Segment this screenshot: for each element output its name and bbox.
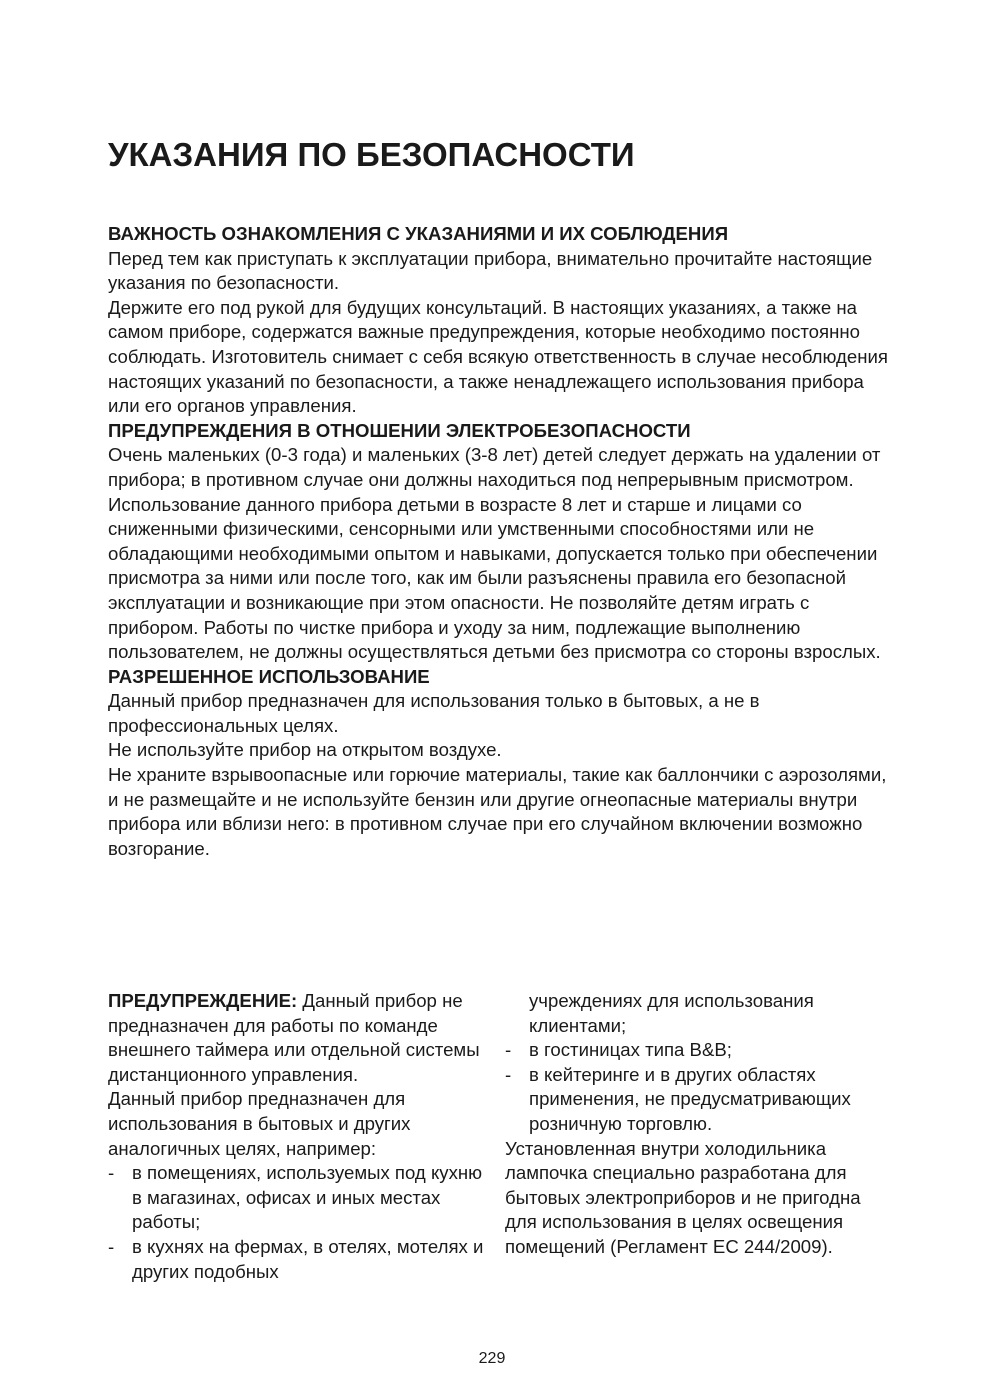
list-item-text: в кухнях на фермах, в отелях, мотелях и других подобных <box>132 1235 484 1282</box>
list-item-text: в помещениях, используемых под кухню в магазинах, офисах и иных местах работы; <box>132 1162 483 1233</box>
usage-list-continued <box>505 1038 885 1136</box>
section-heading-importance: ВАЖНОСТЬ ОЗНАКОМЛЕНИЯ С УКАЗАНИЯМИ И ИХ СОБЛЮДЕНИЯ <box>108 223 729 244</box>
list-item-continuation: учреждениях для использования клиентами; <box>529 990 814 1036</box>
bullet-dash: - <box>505 1063 512 1085</box>
main-content <box>108 222 898 861</box>
list-item-text: в гостиницах типа B&B; <box>529 1039 732 1061</box>
page-title: УКАЗАНИЯ ПО БЕЗОПАСНОСТИ <box>108 136 635 173</box>
left-column <box>108 989 488 1284</box>
paragraph: Использование данного прибора детьми в возрасте 8 лет и старше и лицами со сниженными физическими, сенсорными или умственными способностями или не обладающими необходимыми опытом и навыками, допускается только при обеспечении присмотра за ними или после того, как им были разъяснены правила его безопасной эксплуатации и возникающие при этом опасности. Не позволяйте детям играть с прибором. Работы по чистке прибора и уходу за ним, подлежащие выполнению пользователем, не должны осуществляться детьми без присмотра со стороны взрослых. <box>108 493 881 663</box>
list-item-text: в кейтеринге и в других областях применения, не предусматривающих розничную торговлю. <box>529 1063 851 1134</box>
page-number: 229 <box>478 1350 506 1367</box>
usage-list <box>108 1161 488 1284</box>
right-column <box>505 989 885 1260</box>
lamp-paragraph: Установленная внутри холодильника лампочка специально разработана для бытовых электроприборов и не пригодна для использования в целях освещения помещений (Регламент EC 244/2009). <box>505 1137 861 1257</box>
section-heading-electrical: ПРЕДУПРЕЖДЕНИЯ В ОТНОШЕНИИ ЭЛЕКТРОБЕЗОПАСНОСТИ <box>108 419 691 441</box>
warning-paragraph <box>108 989 488 1087</box>
paragraph: Данный прибор предназначен для использования только в бытовых, а не в профессиональных целях. <box>108 690 760 736</box>
list-item <box>108 1235 488 1284</box>
paragraph: Держите его под рукой для будущих консультаций. В настоящих указаниях, а также на самом приборе, содержатся важные предупреждения, которые необходимо постоянно соблюдать. Изготовитель снимает с себя всякую ответственность в случае несоблюдения настоящих указаний по безопасности, а также ненадлежащего использования прибора или его органов управления. <box>108 296 888 417</box>
list-item <box>108 1161 488 1235</box>
bullet-dash: - <box>108 1235 115 1257</box>
warning-label: ПРЕДУПРЕЖДЕНИЕ: <box>108 990 298 1011</box>
usage-intro: Данный прибор предназначен для использования в бытовых и других аналогичных целях, например: <box>108 1088 411 1159</box>
paragraph: Перед тем как приступать к эксплуатации прибора, внимательно прочитайте настоящие указания по безопасности. <box>108 247 873 294</box>
warning-text: Данный прибор не предназначен для работы по команде внешнего таймера или отдельной системы дистанционного управления. <box>108 990 480 1085</box>
list-item <box>505 1038 885 1063</box>
list-item <box>505 1063 885 1137</box>
paragraph: Не используйте прибор на открытом воздухе. <box>108 739 502 761</box>
section-heading-permitted-use: РАЗРЕШЕННОЕ ИСПОЛЬЗОВАНИЕ <box>108 665 430 687</box>
paragraph: Не храните взрывоопасные или горючие материалы, такие как баллончики с аэрозолями, и не размещайте и не используйте бензин или другие огнеопасные материалы внутри прибора или вблизи него: в противном случае при его случайном включении возможно возгорание. <box>108 764 887 859</box>
bullet-dash: - <box>108 1162 115 1184</box>
bullet-dash: - <box>505 1039 512 1061</box>
paragraph: Очень маленьких (0-3 года) и маленьких (3-8 лет) детей следует держать на удалении от прибора; в противном случае они должны находиться под непрерывным присмотром. <box>108 444 881 490</box>
